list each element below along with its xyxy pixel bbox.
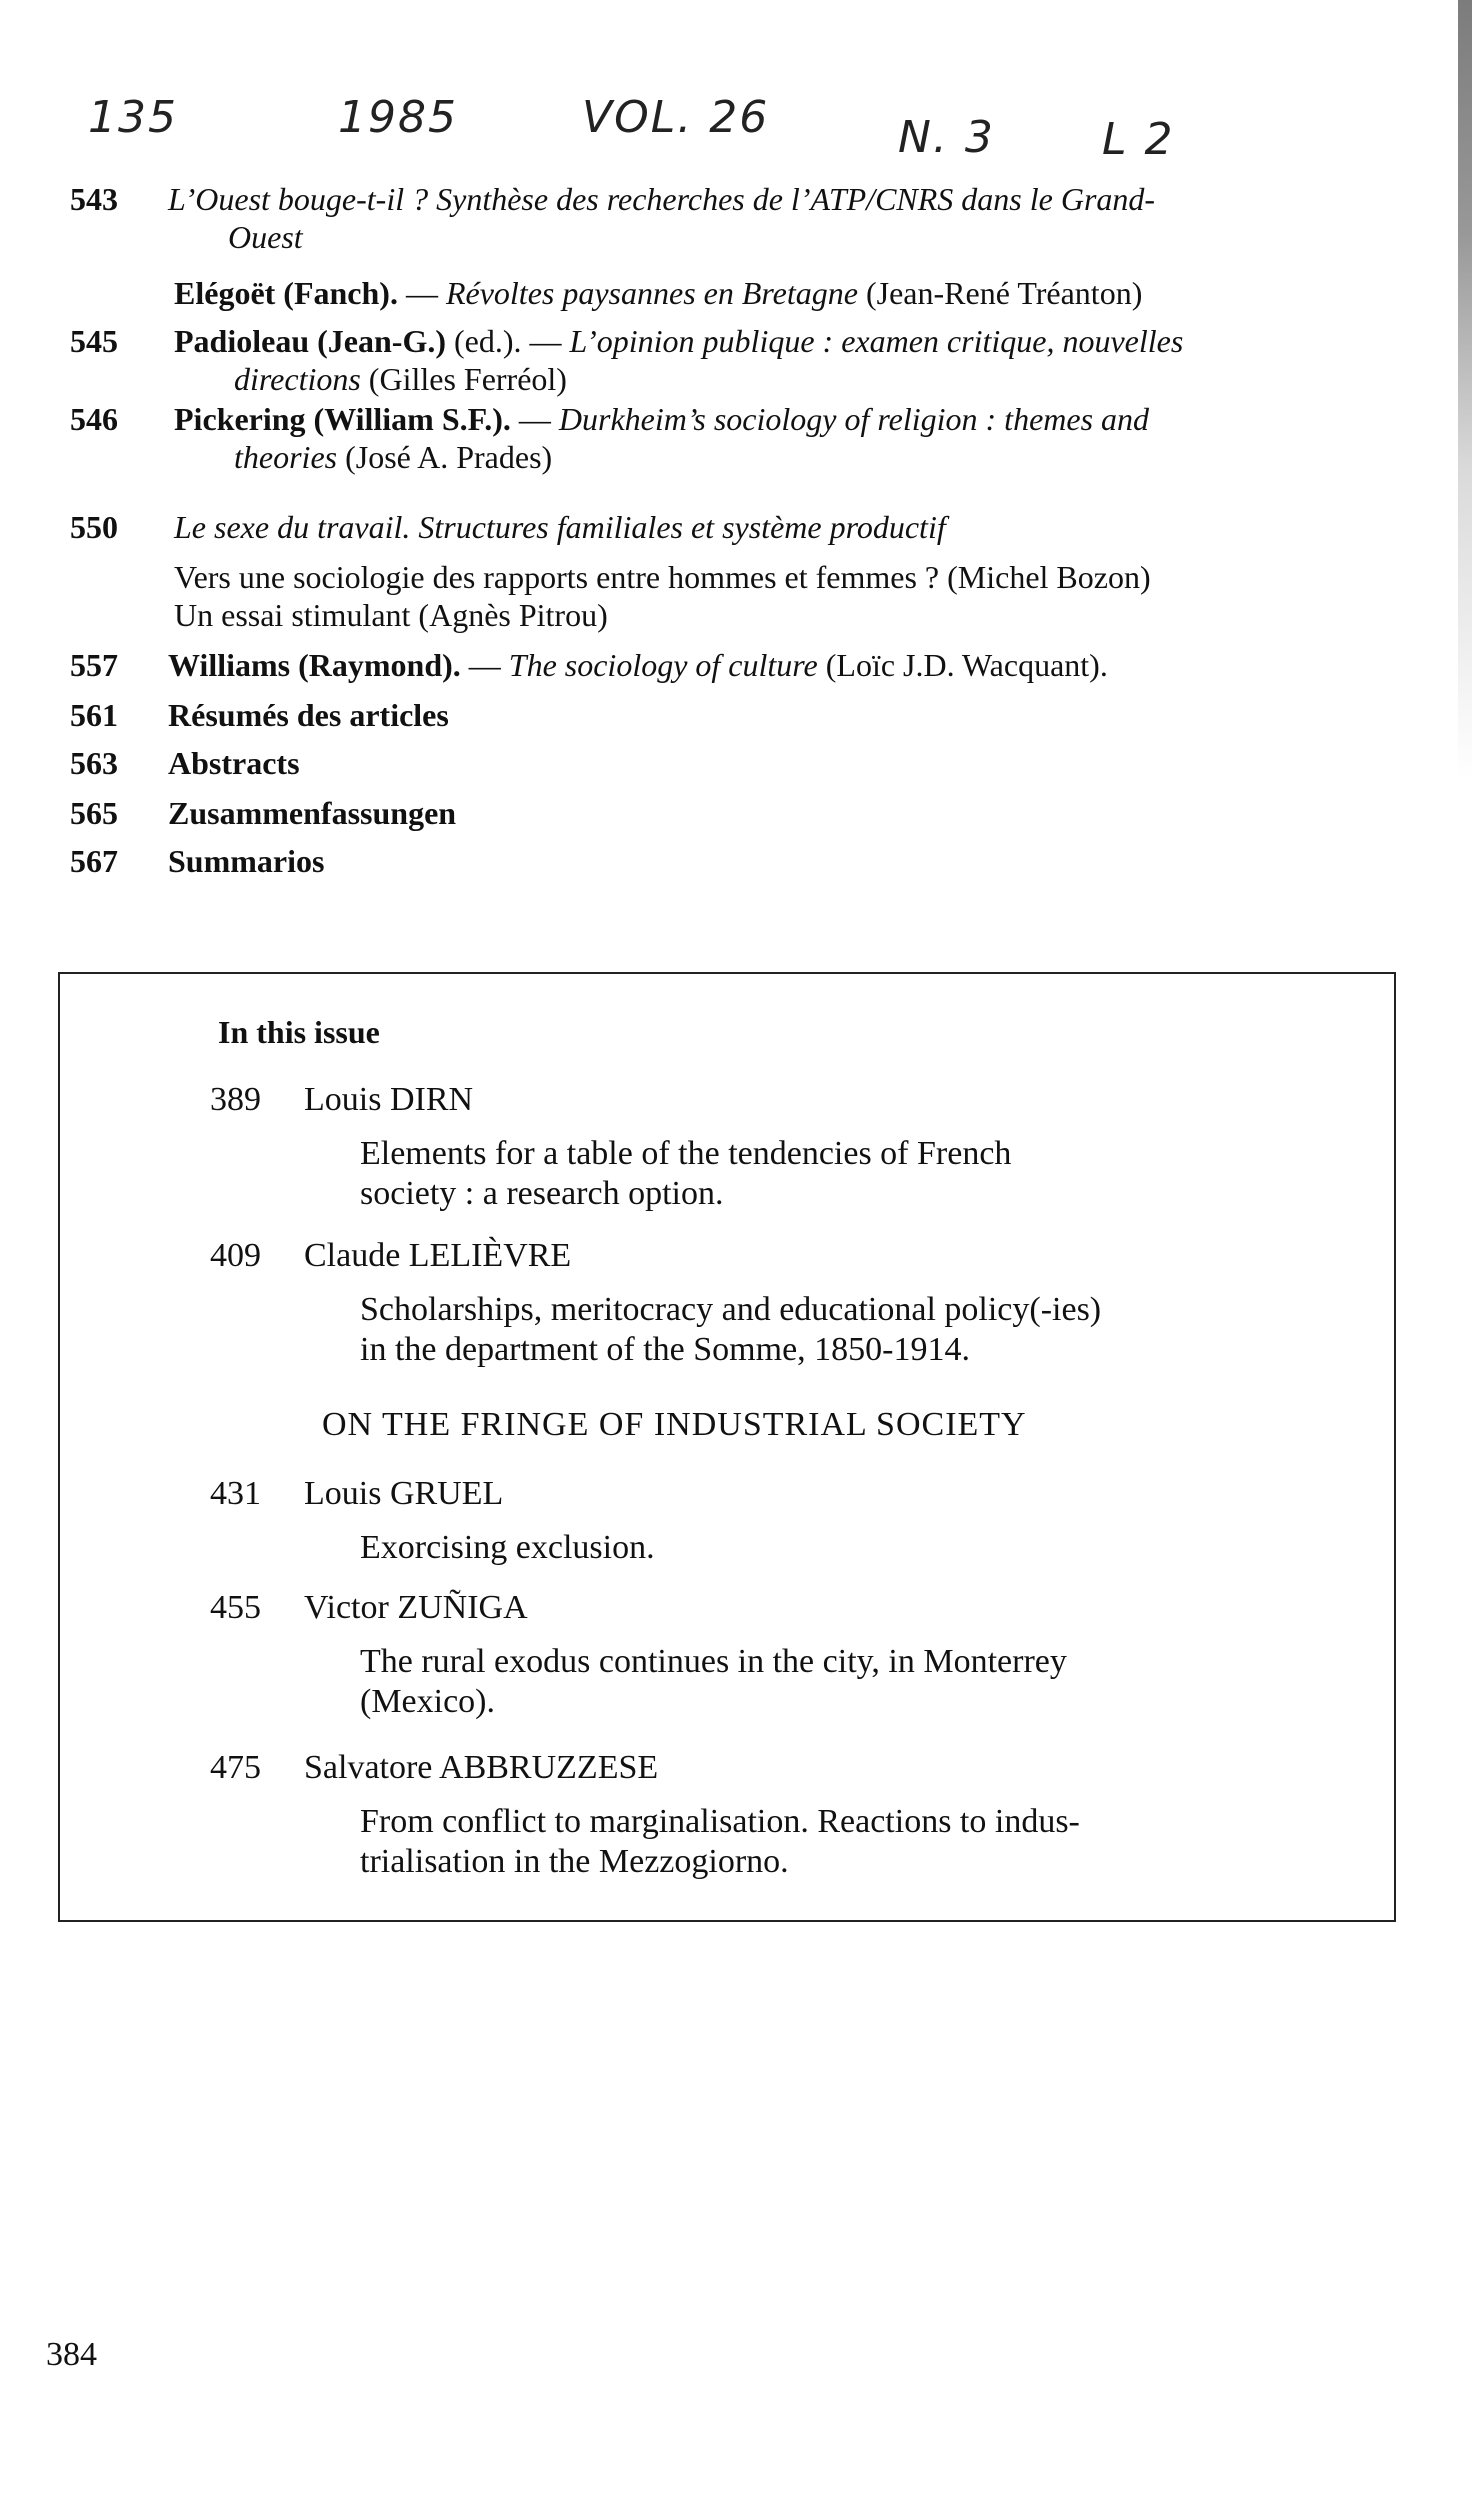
issue-entry-455 xyxy=(210,1588,1260,1722)
issue-title: The rural exodus continues in the city, in Monterrey (Mexico). xyxy=(360,1643,1067,1720)
issue-author: Salvatore ABBRUZZESE xyxy=(304,1749,659,1786)
handwritten-mark: L 2 xyxy=(1102,114,1175,165)
toc-page-number: 567 xyxy=(70,843,118,879)
issue-page-number: 409 xyxy=(210,1237,261,1274)
toc-author: Elégoët (Fanch). xyxy=(174,275,398,311)
issue-title: Scholarships, meritocracy and educational policy(-ies) in the department of the Somme, 1850-1914. xyxy=(360,1291,1102,1368)
toc-title: The sociology of culture xyxy=(508,647,818,683)
toc-reviewer: (Gilles Ferréol) xyxy=(368,361,567,397)
issue-title: Elements for a table of the tendencies of French society : a research option. xyxy=(360,1135,1012,1212)
toc-title: L’Ouest bouge-t-il ? Synthèse des recherches de l’ATP/CNRS dans le Grand- xyxy=(168,181,1156,217)
toc-subentry: Un essai stimulant (Agnès Pitrou) xyxy=(174,597,608,633)
toc-reviewer: (José A. Prades) xyxy=(345,439,553,475)
issue-title: From conflict to marginalisation. Reactions to indus- trialisation in the Mezzogiorno. xyxy=(360,1803,1080,1880)
toc-label: Summarios xyxy=(168,843,325,879)
toc-row-567 xyxy=(70,842,1410,880)
toc-row-545 xyxy=(70,322,1410,398)
toc-title-continued: directions xyxy=(234,361,361,397)
toc-row-563 xyxy=(70,744,1410,782)
toc-author: Pickering (William S.F.). xyxy=(174,401,511,437)
section-heading: ON THE FRINGE OF INDUSTRIAL SOCIETY xyxy=(322,1406,1027,1443)
issue-page-number: 389 xyxy=(210,1081,261,1118)
toc-row-546 xyxy=(70,400,1410,476)
issue-page-number: 431 xyxy=(210,1475,261,1512)
handwritten-number: N. 3 xyxy=(898,112,995,163)
toc-title-continued: Ouest xyxy=(228,219,303,255)
in-this-issue-box xyxy=(58,972,1396,1922)
toc-row-557 xyxy=(70,646,1410,684)
toc-row-550 xyxy=(70,508,1410,634)
toc-reviewer: (Jean-René Tréanton) xyxy=(865,275,1143,311)
toc-page-number: 561 xyxy=(70,697,118,733)
handwritten-code: 135 xyxy=(88,92,178,143)
toc-row-elegoet xyxy=(70,274,1410,312)
toc-label: Résumés des articles xyxy=(168,697,449,733)
toc-subentry: Vers une sociologie des rapports entre hommes et femmes ? (Michel Bozon) xyxy=(174,559,1151,595)
toc-title-continued: theories xyxy=(234,439,338,475)
toc-dash: — xyxy=(468,647,501,683)
toc-dash: — xyxy=(529,323,562,359)
toc-title: Le sexe du travail. Structures familiales et système productif xyxy=(174,509,946,545)
toc-page-number: 545 xyxy=(70,323,118,359)
issue-author: Louis GRUEL xyxy=(304,1475,504,1512)
toc-page-number: 550 xyxy=(70,509,118,545)
issue-author: Louis DIRN xyxy=(304,1081,474,1118)
issue-entry-475 xyxy=(210,1748,1260,1882)
toc-reviewer: (Loïc J.D. Wacquant). xyxy=(825,647,1108,683)
toc-author: Padioleau (Jean-G.) xyxy=(174,323,446,359)
handwritten-volume: VOL. 26 xyxy=(582,92,770,143)
toc-title: L’opinion publique : examen critique, nouvelles xyxy=(569,323,1184,359)
issue-author: Victor ZUÑIGA xyxy=(304,1589,528,1626)
issue-entry-389 xyxy=(210,1080,1260,1214)
toc-page-number: 565 xyxy=(70,795,118,831)
toc-editor: (ed.). xyxy=(453,323,522,359)
issue-page-number: 475 xyxy=(210,1749,261,1786)
toc-label: Zusammenfassungen xyxy=(168,795,457,831)
issue-entry-409 xyxy=(210,1236,1260,1370)
toc-page-number: 563 xyxy=(70,745,118,781)
page-number: 384 xyxy=(46,2336,97,2373)
box-heading: In this issue xyxy=(218,1014,380,1050)
handwritten-year: 1985 xyxy=(338,92,458,143)
toc-title: Durkheim’s sociology of religion : themes and xyxy=(558,401,1150,437)
toc-row-561 xyxy=(70,696,1410,734)
issue-entry-431 xyxy=(210,1474,1260,1568)
toc-row-565 xyxy=(70,794,1410,832)
issue-author: Claude LELIÈVRE xyxy=(304,1237,572,1274)
toc-dash: — xyxy=(405,275,438,311)
toc-label: Abstracts xyxy=(168,745,300,781)
scan-edge-shadow xyxy=(1458,0,1472,780)
toc-page-number: 557 xyxy=(70,647,118,683)
toc-page-number: 546 xyxy=(70,401,118,437)
toc-title: Révoltes paysannes en Bretagne xyxy=(445,275,858,311)
toc-row-543 xyxy=(70,180,1410,256)
toc-page-number: 543 xyxy=(70,181,118,217)
issue-title: Exorcising exclusion. xyxy=(360,1529,655,1566)
issue-page-number: 455 xyxy=(210,1589,261,1626)
toc-dash: — xyxy=(518,401,551,437)
toc-author: Williams (Raymond). xyxy=(168,647,461,683)
